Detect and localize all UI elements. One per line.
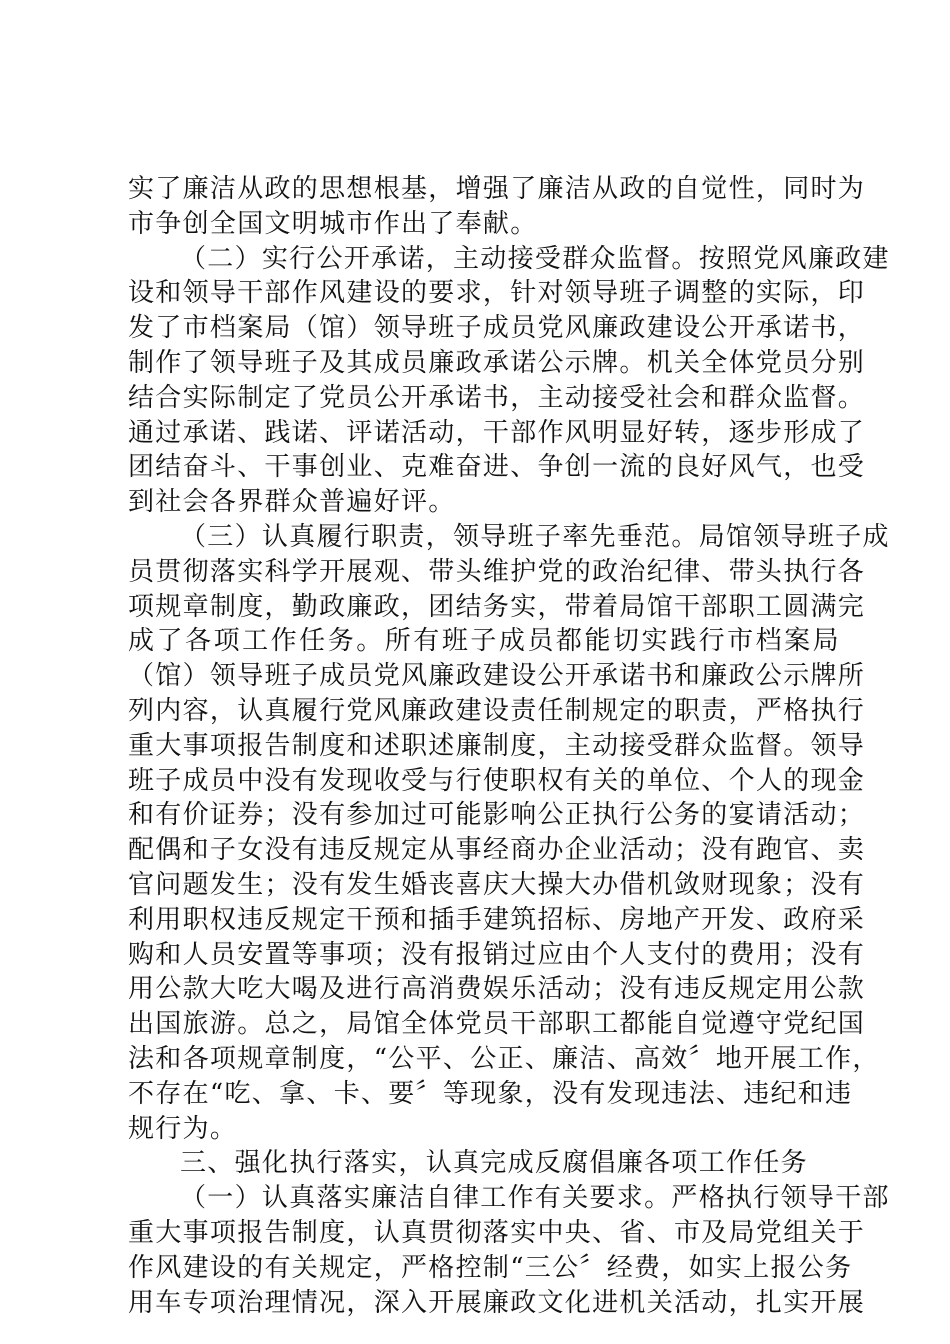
document-body: [128, 172, 890, 1320]
paragraph: [128, 1146, 840, 1181]
text-line: 列内容，认真履行党风廉政建设责任制规定的职责，严格执行: [128, 695, 866, 726]
text-line: （二）实行公开承诺，主动接受群众监督。按照党风廉政建: [180, 243, 890, 274]
text-line: 法和各项规章制度，“公平、公正、廉洁、高效〞地开展工作，: [128, 1043, 880, 1074]
text-line: 实了廉洁从政的思想根基，增强了廉洁从政的自觉性，同时为: [128, 174, 866, 204]
paragraph: [128, 520, 890, 1146]
text-line: 团结奋斗、干事创业、克难奋进、争创一流的良好风气，也受: [128, 452, 866, 483]
text-line: 重大事项报告制度和述职述廉制度，主动接受群众监督。领导: [128, 730, 866, 761]
text-line: 出国旅游。总之，局馆全体党员干部职工都能自觉遵守党纪国: [128, 1009, 866, 1040]
text-line: （馆）领导班子成员党风廉政建设公开承诺书和廉政公示牌所: [128, 661, 866, 692]
text-line: 用公款大吃大喝及进行高消费娱乐活动；没有违反规定用公款: [128, 974, 866, 1005]
text-line: 三、强化执行落实，认真完成反腐倡廉各项工作任务: [180, 1148, 808, 1179]
text-line: 购和人员安置等事项；没有报销过应由个人支付的费用；没有: [128, 939, 866, 970]
text-line: 班子成员中没有发现收受与行使职权有关的单位、个人的现金: [128, 765, 866, 796]
text-line: 设和领导干部作风建设的要求，针对领导班子调整的实际，印: [128, 278, 866, 309]
text-line: 结合实际制定了党员公开承诺书，主动接受社会和群众监督。: [128, 382, 866, 413]
text-line: 成了各项工作任务。所有班子成员都能切实践行市档案局: [128, 626, 840, 657]
text-line: 发了市档案局（馆）领导班子成员党风廉政建设公开承诺书，: [128, 313, 866, 344]
text-line: 不存在“吃、拿、卡、要〞等现象，没有发现违法、违纪和违: [128, 1078, 853, 1109]
text-line: 用车专项治理情况，深入开展廉政文化进机关活动，扎实开展: [128, 1287, 866, 1318]
text-line: 重大事项报告制度，认真贯彻落实中央、省、市及局党组关于: [128, 1217, 866, 1248]
text-line: （三）认真履行职责，领导班子率先垂范。局馆领导班子成: [180, 521, 890, 552]
text-line: （一）认真落实廉洁自律工作有关要求。严格执行领导干部: [180, 1183, 890, 1214]
text-line: 员贯彻落实科学开展观、带头维护党的政治纪律、带头执行各: [128, 556, 866, 587]
paragraph: [128, 242, 890, 520]
text-line: 到社会各界群众普遍好评。: [128, 487, 456, 518]
paragraph: [128, 1181, 890, 1320]
paragraph: [128, 172, 866, 242]
text-line: 利用职权违反规定干预和插手建筑招标、房地产开发、政府采: [128, 904, 866, 935]
text-line: 项规章制度，勤政廉政，团结务实，带着局馆干部职工圆满完: [128, 591, 866, 622]
text-line: 和有价证券；没有参加过可能影响公正执行公务的宴请活动；: [128, 800, 866, 831]
text-line: 配偶和子女没有违反规定从事经商办企业活动；没有跑官、卖: [128, 835, 866, 866]
text-line: 官问题发生；没有发生婚丧喜庆大操大办借机敛财现象；没有: [128, 869, 866, 900]
text-line: 市争创全国文明城市作出了奉献。: [128, 208, 538, 239]
text-line: 通过承诺、践诺、评诺活动，干部作风明显好转，逐步形成了: [128, 417, 866, 448]
text-line: 作风建设的有关规定，严格控制“三公〞经费，如实上报公务: [128, 1252, 853, 1283]
text-line: 制作了领导班子及其成员廉政承诺公示牌。机关全体党员分别: [128, 347, 866, 378]
text-line: 规行为。: [128, 1113, 238, 1144]
